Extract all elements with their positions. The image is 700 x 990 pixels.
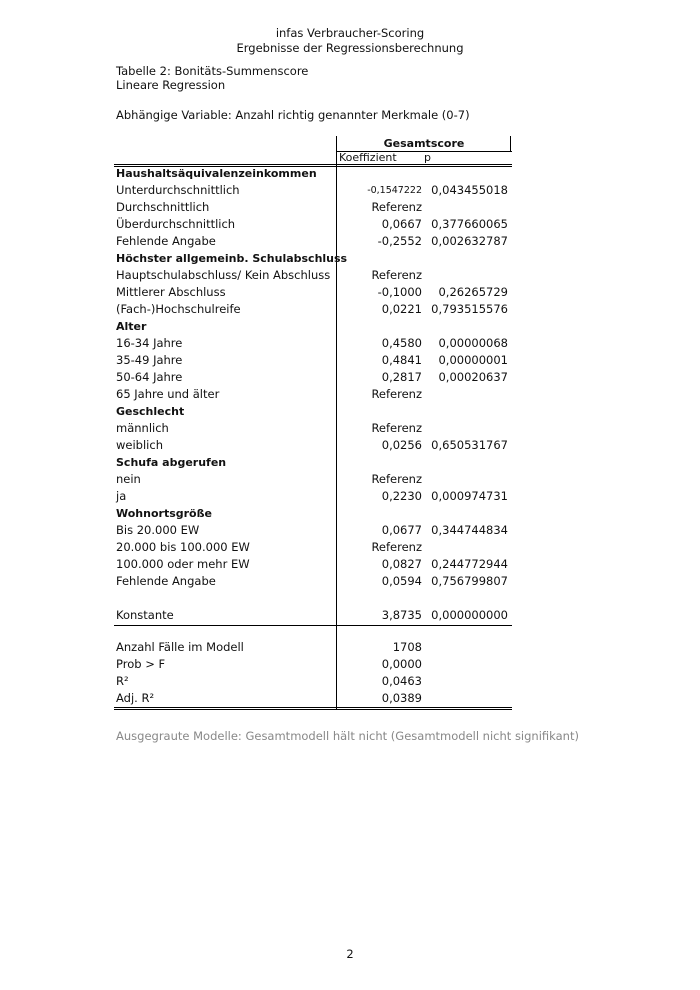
section-heading: Schufa abgerufen	[116, 456, 227, 469]
col-header-p: p	[424, 151, 431, 164]
stats-row	[114, 656, 512, 673]
coefficient-cell: Referenz	[371, 268, 422, 282]
row-label: ja	[116, 489, 127, 503]
coefficient-cell: Referenz	[371, 200, 422, 214]
stat-value: 0,0389	[381, 691, 422, 705]
table-row	[114, 539, 512, 556]
row-label: Unterdurchschnittlich	[116, 183, 240, 197]
model-stats	[114, 639, 512, 707]
table-row	[114, 250, 512, 267]
row-label: weiblich	[116, 438, 163, 452]
row-label: Überdurchschnittlich	[116, 217, 236, 231]
table-row	[114, 301, 512, 318]
row-label: Fehlende Angabe	[116, 234, 216, 248]
section-heading: Höchster allgemeinb. Schulabschluss	[116, 252, 348, 265]
row-label: 65 Jahre und älter	[116, 387, 220, 401]
header-right-divider	[510, 136, 511, 152]
row-label: 16-34 Jahre	[116, 336, 183, 350]
section-heading: Wohnortsgröße	[116, 507, 212, 520]
table-row	[114, 454, 512, 471]
table-row	[114, 573, 512, 590]
table-row	[114, 522, 512, 539]
coefficient-cell: 0,4841	[381, 353, 422, 367]
row-label: 20.000 bis 100.000 EW	[116, 540, 250, 554]
table-bottom-line-1	[114, 707, 512, 708]
table-row	[114, 556, 512, 573]
header-line-1: infas Verbraucher-Scoring	[275, 26, 425, 40]
section-heading: Geschlecht	[116, 405, 185, 418]
row-label: 35-49 Jahre	[116, 353, 183, 367]
p-value-cell: 0,000974731	[431, 489, 508, 503]
coefficient-cell: 0,0677	[381, 523, 422, 537]
table-title: Tabelle 2: Bonitäts-Summenscore	[116, 64, 309, 78]
row-label: Bis 20.000 EW	[116, 523, 200, 537]
coefficient-cell: Referenz	[371, 472, 422, 486]
table-row	[114, 233, 512, 250]
stat-value: 0,0000	[381, 657, 422, 671]
row-label: männlich	[116, 421, 169, 435]
row-label: (Fach-)Hochschulreife	[116, 302, 241, 316]
stat-value: 0,0463	[381, 674, 422, 688]
row-label: Mittlerer Abschluss	[116, 285, 226, 299]
table-bottom-line-2	[114, 709, 512, 710]
row-label: Durchschnittlich	[116, 200, 210, 214]
p-value-cell: 0,00000001	[438, 353, 508, 367]
row-label: Konstante	[116, 608, 174, 622]
coefficient-cell: 0,2230	[381, 489, 422, 503]
row-label: nein	[116, 472, 141, 486]
p-value-cell: 0,00020637	[438, 370, 508, 384]
col-header-coef: Koeffizient	[339, 151, 397, 164]
table-row	[114, 267, 512, 284]
coefficient-cell: Referenz	[371, 540, 422, 554]
table-row	[114, 607, 512, 624]
p-value-cell: 0,002632787	[431, 234, 508, 248]
stats-row	[114, 673, 512, 690]
coefficient-cell: -0,1547222	[367, 185, 422, 196]
table-row	[114, 505, 512, 522]
row-label: Fehlende Angabe	[116, 574, 216, 588]
coefficient-cell: 0,0667	[381, 217, 422, 231]
stat-value: 1708	[392, 640, 422, 654]
table-row	[114, 386, 512, 403]
row-label: Hauptschulabschluss/ Kein Abschluss	[116, 268, 331, 282]
p-value-cell: 0,793515576	[431, 302, 508, 316]
regression-table	[114, 165, 512, 624]
stat-label: Anzahl Fälle im Modell	[116, 640, 244, 654]
group-header: Gesamtscore	[383, 137, 465, 150]
coefficient-cell: 0,0594	[381, 574, 422, 588]
method-label: Lineare Regression	[116, 78, 226, 92]
coefficient-cell: 3,8735	[381, 608, 422, 622]
p-value-cell: 0,000000000	[431, 608, 508, 622]
dependent-variable: Abhängige Variable: Anzahl richtig genannter Merkmale (0-7)	[116, 108, 470, 122]
stat-label: R²	[116, 674, 129, 688]
document-header	[0, 26, 700, 56]
table-row	[114, 403, 512, 420]
section-heading: Haushaltsäquivalenzeinkommen	[116, 167, 317, 180]
p-value-cell: 0,650531767	[431, 438, 508, 452]
row-label: 100.000 oder mehr EW	[116, 557, 250, 571]
header-line-2: Ergebnisse der Regressionsberechnung	[236, 41, 464, 55]
coefficient-cell: Referenz	[371, 387, 422, 401]
stats-row	[114, 639, 512, 656]
table-row	[114, 199, 512, 216]
coefficient-cell: Referenz	[371, 421, 422, 435]
table-row	[114, 284, 512, 301]
p-value-cell: 0,756799807	[431, 574, 508, 588]
coefficient-cell: 0,0256	[381, 438, 422, 452]
table-row	[114, 216, 512, 233]
table-row	[114, 335, 512, 352]
stats-separator	[114, 625, 512, 626]
table-row	[114, 369, 512, 386]
table-row	[114, 318, 512, 335]
stat-label: Prob > F	[116, 657, 166, 671]
table-row	[114, 488, 512, 505]
coefficient-cell: 0,4580	[381, 336, 422, 350]
stat-label: Adj. R²	[116, 691, 155, 705]
p-value-cell: 0,26265729	[438, 285, 508, 299]
p-value-cell: 0,377660065	[431, 217, 508, 231]
p-value-cell: 0,00000068	[438, 336, 508, 350]
table-row	[114, 471, 512, 488]
p-value-cell: 0,244772944	[431, 557, 508, 571]
table-row	[114, 182, 512, 199]
coefficient-cell: 0,0221	[381, 302, 422, 316]
footnote: Ausgegraute Modelle: Gesamtmodell hält nicht (Gesamtmodell nicht signifikant)	[116, 729, 579, 743]
table-row	[114, 352, 512, 369]
table-row	[114, 437, 512, 454]
coefficient-cell: -0,2552	[377, 234, 422, 248]
coefficient-cell: 0,2817	[381, 370, 422, 384]
page-number: 2	[346, 947, 354, 961]
stats-row	[114, 690, 512, 707]
table-row	[114, 165, 512, 182]
p-value-cell: 0,043455018	[431, 183, 508, 197]
coefficient-cell: -0,1000	[377, 285, 422, 299]
row-label: 50-64 Jahre	[116, 370, 183, 384]
p-value-cell: 0,344744834	[431, 523, 508, 537]
table-row	[114, 590, 512, 607]
coefficient-cell: 0,0827	[381, 557, 422, 571]
table-row	[114, 420, 512, 437]
section-heading: Alter	[116, 320, 147, 333]
